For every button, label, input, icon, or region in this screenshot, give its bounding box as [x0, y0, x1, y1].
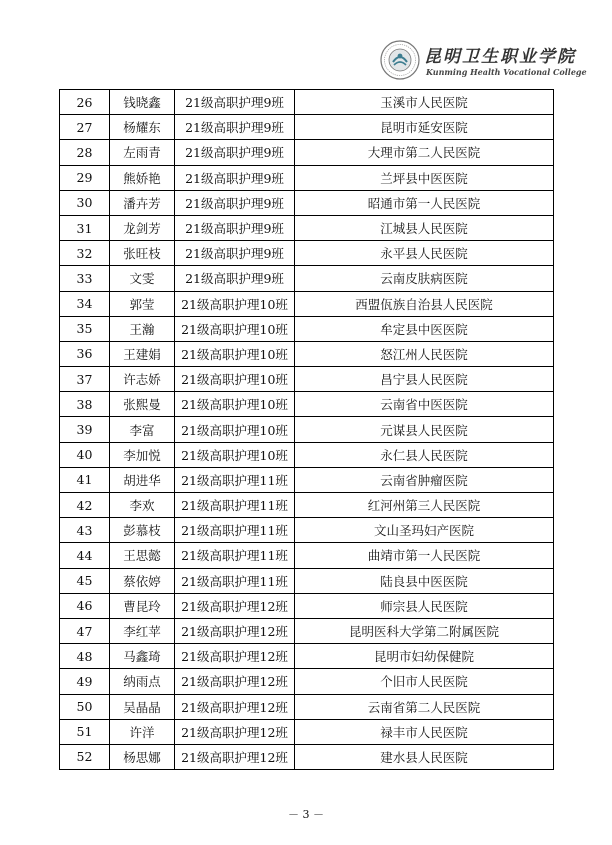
row-number: 44: [60, 543, 110, 568]
class-name: 21级高职护理12班: [175, 719, 295, 744]
table-row: [60, 618, 554, 643]
class-name: 21级高职护理9班: [175, 190, 295, 215]
table-row: [60, 367, 554, 392]
student-name: 吴晶晶: [110, 694, 175, 719]
row-number: 37: [60, 367, 110, 392]
school-logo: [380, 40, 587, 84]
table-row: [60, 241, 554, 266]
table-row: [60, 115, 554, 140]
school-name-en: Kunming Health Vocational College: [426, 67, 587, 77]
row-number: 50: [60, 694, 110, 719]
hospital-name: 永仁县人民医院: [295, 442, 554, 467]
table-row: [60, 644, 554, 669]
student-name: 郭莹: [110, 291, 175, 316]
row-number: 42: [60, 493, 110, 518]
row-number: 29: [60, 165, 110, 190]
page-number: － 3 －: [288, 808, 324, 821]
table-row: [60, 215, 554, 240]
row-number: 33: [60, 266, 110, 291]
hospital-name: 云南省第二人民医院: [295, 694, 554, 719]
class-name: 21级高职护理12班: [175, 744, 295, 769]
table-row: [60, 190, 554, 215]
hospital-name: 昭通市第一人民医院: [295, 190, 554, 215]
student-name: 文雯: [110, 266, 175, 291]
hospital-name: 永平县人民医院: [295, 241, 554, 266]
class-name: 21级高职护理11班: [175, 467, 295, 492]
roster-body: [60, 90, 554, 770]
class-name: 21级高职护理12班: [175, 618, 295, 643]
student-name: 李欢: [110, 493, 175, 518]
class-name: 21级高职护理10班: [175, 367, 295, 392]
table-row: [60, 493, 554, 518]
row-number: 46: [60, 593, 110, 618]
row-number: 30: [60, 190, 110, 215]
student-name: 许洋: [110, 719, 175, 744]
student-name: 胡进华: [110, 467, 175, 492]
hospital-name: 文山圣玛妇产医院: [295, 518, 554, 543]
class-name: 21级高职护理9班: [175, 266, 295, 291]
class-name: 21级高职护理11班: [175, 493, 295, 518]
hospital-name: 昆明市延安医院: [295, 115, 554, 140]
table-row: [60, 467, 554, 492]
hospital-name: 西盟佤族自治县人民医院: [295, 291, 554, 316]
class-name: 21级高职护理9班: [175, 215, 295, 240]
row-number: 39: [60, 417, 110, 442]
hospital-name: 牟定县中医医院: [295, 316, 554, 341]
table-row: [60, 694, 554, 719]
hospital-name: 云南省肿瘤医院: [295, 467, 554, 492]
student-name: 龙剑芳: [110, 215, 175, 240]
hospital-name: 怒江州人民医院: [295, 341, 554, 366]
row-number: 32: [60, 241, 110, 266]
table-row: [60, 316, 554, 341]
student-name: 曹昆玲: [110, 593, 175, 618]
row-number: 36: [60, 341, 110, 366]
hospital-name: 陆良县中医医院: [295, 568, 554, 593]
hospital-name: 昌宁县人民医院: [295, 367, 554, 392]
school-seal-icon: [380, 40, 420, 80]
class-name: 21级高职护理9班: [175, 241, 295, 266]
table-row: [60, 417, 554, 442]
row-number: 49: [60, 669, 110, 694]
table-row: [60, 568, 554, 593]
class-name: 21级高职护理10班: [175, 316, 295, 341]
hospital-name: 云南省中医医院: [295, 392, 554, 417]
student-name: 李富: [110, 417, 175, 442]
class-name: 21级高职护理10班: [175, 291, 295, 316]
student-name: 王瀚: [110, 316, 175, 341]
class-name: 21级高职护理9班: [175, 165, 295, 190]
student-name: 李加悦: [110, 442, 175, 467]
table-row: [60, 266, 554, 291]
student-name: 王思懿: [110, 543, 175, 568]
table-row: [60, 90, 554, 115]
class-name: 21级高职护理10班: [175, 341, 295, 366]
hospital-name: 兰坪县中医医院: [295, 165, 554, 190]
row-number: 38: [60, 392, 110, 417]
row-number: 43: [60, 518, 110, 543]
row-number: 26: [60, 90, 110, 115]
table-row: [60, 593, 554, 618]
table-row: [60, 165, 554, 190]
class-name: 21级高职护理11班: [175, 543, 295, 568]
row-number: 35: [60, 316, 110, 341]
student-name: 李红苹: [110, 618, 175, 643]
table-row: [60, 518, 554, 543]
class-name: 21级高职护理10班: [175, 392, 295, 417]
hospital-name: 曲靖市第一人民医院: [295, 543, 554, 568]
student-name: 杨思娜: [110, 744, 175, 769]
row-number: 51: [60, 719, 110, 744]
hospital-name: 玉溪市人民医院: [295, 90, 554, 115]
hospital-name: 个旧市人民医院: [295, 669, 554, 694]
class-name: 21级高职护理9班: [175, 140, 295, 165]
student-name: 张旺枝: [110, 241, 175, 266]
hospital-name: 红河州第三人民医院: [295, 493, 554, 518]
student-name: 张熙曼: [110, 392, 175, 417]
student-name: 纳雨点: [110, 669, 175, 694]
class-name: 21级高职护理12班: [175, 593, 295, 618]
student-name: 彭慕枝: [110, 518, 175, 543]
hospital-name: 禄丰市人民医院: [295, 719, 554, 744]
class-name: 21级高职护理10班: [175, 417, 295, 442]
class-name: 21级高职护理12班: [175, 669, 295, 694]
hospital-name: 昆明医科大学第二附属医院: [295, 618, 554, 643]
row-number: 31: [60, 215, 110, 240]
class-name: 21级高职护理9班: [175, 90, 295, 115]
internship-roster-table: [59, 89, 554, 770]
row-number: 28: [60, 140, 110, 165]
row-number: 48: [60, 644, 110, 669]
table-row: [60, 341, 554, 366]
hospital-name: 师宗县人民医院: [295, 593, 554, 618]
row-number: 34: [60, 291, 110, 316]
student-name: 左雨青: [110, 140, 175, 165]
student-name: 杨耀东: [110, 115, 175, 140]
hospital-name: 元谋县人民医院: [295, 417, 554, 442]
row-number: 27: [60, 115, 110, 140]
table-row: [60, 543, 554, 568]
student-name: 潘卉芳: [110, 190, 175, 215]
row-number: 47: [60, 618, 110, 643]
class-name: 21级高职护理12班: [175, 694, 295, 719]
table-row: [60, 392, 554, 417]
class-name: 21级高职护理11班: [175, 568, 295, 593]
row-number: 40: [60, 442, 110, 467]
student-name: 许志娇: [110, 367, 175, 392]
class-name: 21级高职护理12班: [175, 644, 295, 669]
table-row: [60, 140, 554, 165]
school-name-cn: 昆明卫生职业学院: [424, 47, 576, 67]
table-row: [60, 442, 554, 467]
student-name: 马鑫琦: [110, 644, 175, 669]
student-name: 熊娇艳: [110, 165, 175, 190]
student-name: 蔡依婷: [110, 568, 175, 593]
hospital-name: 建水县人民医院: [295, 744, 554, 769]
hospital-name: 昆明市妇幼保健院: [295, 644, 554, 669]
table-row: [60, 744, 554, 769]
hospital-name: 大理市第二人民医院: [295, 140, 554, 165]
class-name: 21级高职护理11班: [175, 518, 295, 543]
table-row: [60, 669, 554, 694]
hospital-name: 云南皮肤病医院: [295, 266, 554, 291]
row-number: 45: [60, 568, 110, 593]
class-name: 21级高职护理10班: [175, 442, 295, 467]
row-number: 52: [60, 744, 110, 769]
student-name: 王建娟: [110, 341, 175, 366]
class-name: 21级高职护理9班: [175, 115, 295, 140]
student-name: 钱晓鑫: [110, 90, 175, 115]
table-row: [60, 291, 554, 316]
hospital-name: 江城县人民医院: [295, 215, 554, 240]
table-row: [60, 719, 554, 744]
row-number: 41: [60, 467, 110, 492]
